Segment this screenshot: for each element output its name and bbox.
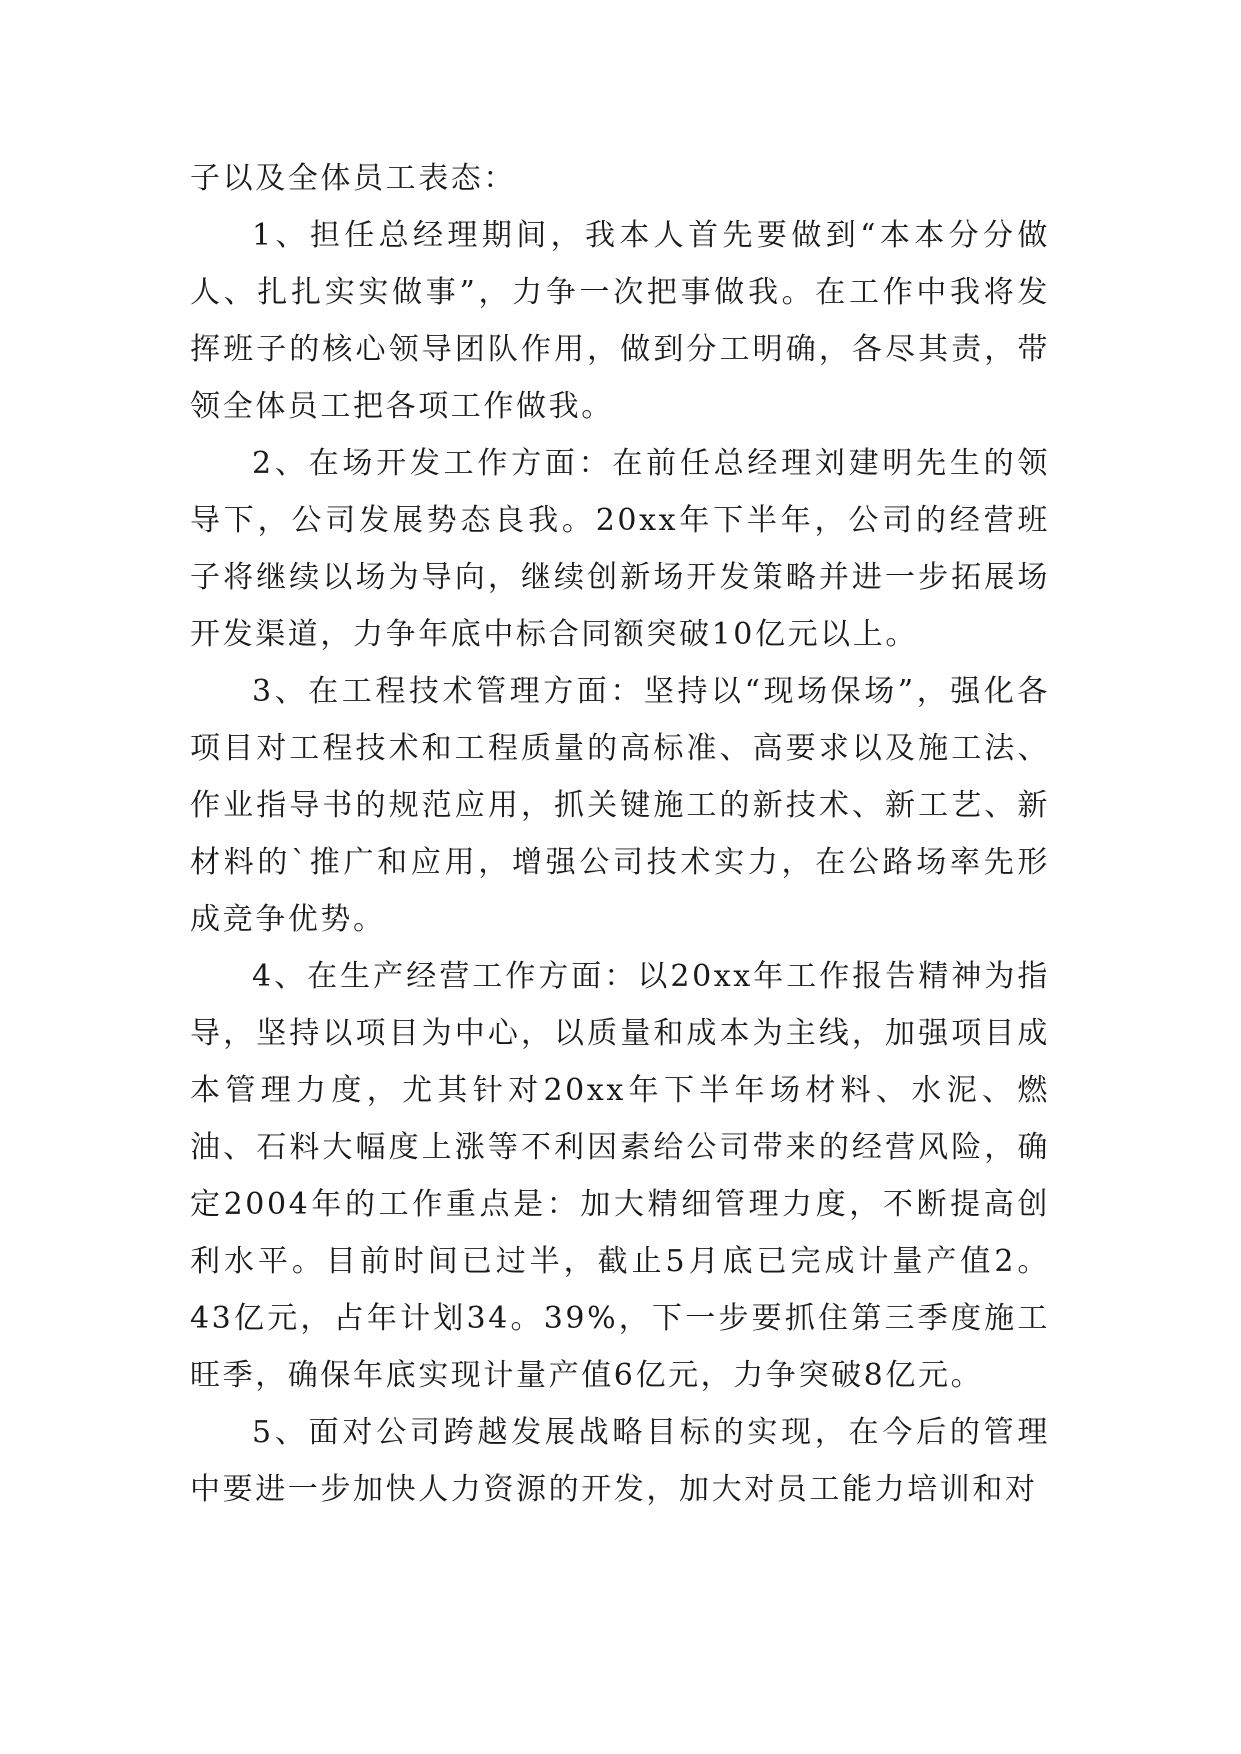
document-body	[190, 150, 1050, 1518]
paragraph-4: 4、在生产经营工作方面：以20xx年工作报告精神为指导，坚持以项目为中心，以质量和成本为主线，加强项目成本管理力度，尤其针对20xx年下半年场材料、水泥、燃油、石料大幅度上涨等不利因素给公司带来的经营风险，确定2004年的工作重点是：加大精细管理力度，不断提高创利水平。目前时间已过半，截止5月底已完成计量产值2。43亿元，占年计划34。39%，下一步要抓住第三季度施工旺季，确保年底实现计量产值6亿元，力争突破8亿元。	[190, 959, 1050, 1393]
paragraph-0: 子以及全体员工表态：	[190, 161, 516, 196]
paragraph-2: 2、在场开发工作方面：在前任总经理刘建明先生的领导下，公司发展势态良我。20xx年下半年，公司的经营班子将继续以场为导向，继续创新场开发策略并进一步拓展场开发渠道，力争年底中标合同额突破10亿元以上。	[190, 446, 1050, 652]
paragraph-5: 5、面对公司跨越发展战略目标的实现，在今后的管理中要进一步加快人力资源的开发，加大对员工能力培训和对	[190, 1415, 1050, 1507]
paragraph-1: 1、担任总经理期间，我本人首先要做到“本本分分做人、扎扎实实做事”，力争一次把事做我。在工作中我将发挥班子的核心领导团队作用，做到分工明确，各尽其责，带领全体员工把各项工作做我。	[190, 218, 1050, 424]
paragraph-3: 3、在工程技术管理方面：坚持以“现场保场”，强化各项目对工程技术和工程质量的高标准、高要求以及施工法、作业指导书的规范应用，抓关键施工的新技术、新工艺、新材料的`推广和应用，增强公司技术实力，在公路场率先形成竞争优势。	[190, 674, 1050, 937]
